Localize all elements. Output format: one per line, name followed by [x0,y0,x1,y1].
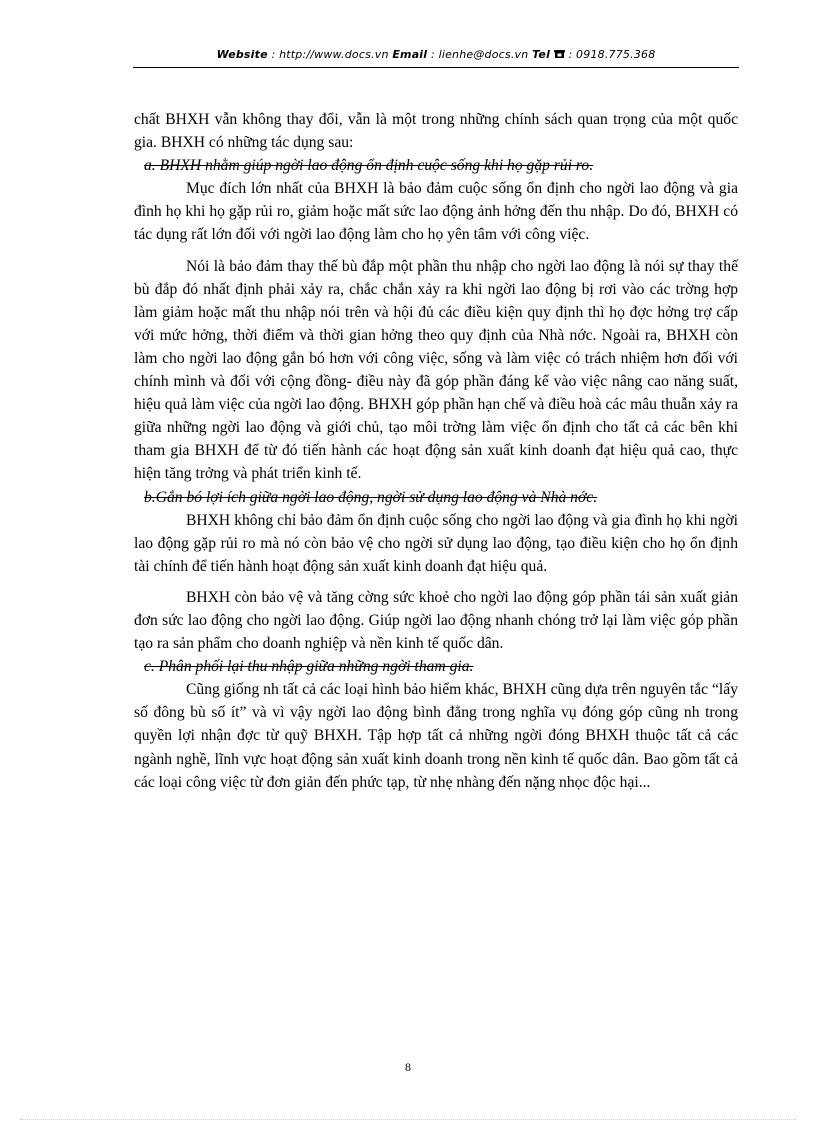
header-rule [133,67,739,68]
paragraph-intro: chất BHXH vẫn không thay đổi, vẫn là một trong những chính sách quan trọng của một quốc gia. BHXH có những tác dụng sau: [134,111,738,152]
paragraph-4: BHXH còn bảo vệ và tăng cờng sức khoẻ cho ngời lao động góp phần tái sản xuất giản đơn sức lao động cho ngời lao động. Giúp ngời lao động nhanh chóng trở lại làm việc góp phần tạo ra sản phẩm cho doanh nghiệp và nền kinh tế quốc dân. [134,588,738,653]
website-value: : http://www.docs.vn [267,48,393,61]
tel-label: Tel [532,48,551,61]
email-value: : lienhe@docs.vn [427,48,533,61]
document-body [134,108,738,794]
website-label: Website [216,48,268,61]
paragraph-2: Nói là bảo đảm thay thế bù đắp một phần thu nhập cho ngời lao động là nói sự thay thế bù đắp đó nhất định phải xảy ra, chắc chắn xảy ra khi ngời lao động bị rơi vào các trờng hợp làm giảm hoặc mất thu nhập nói trên và hội đủ các điều kiện quy định thì họ đợc hởng trợ cấp với mức hởng, thời điểm và thời gian hởng theo quy định của Nhà nớc. Ngoài ra, BHXH còn làm cho ngời lao động gắn bó hơn với công việc, sống và làm việc có trách nhiệm hơn đối với chính mình và đối với cộng đồng- điều này đã góp phần đáng kể vào việc nâng cao năng suất, hiệu quả làm việc của ngời lao động. BHXH góp phần hạn chế và điều hoà các mâu thuẫn xảy ra giữa những ngời lao động và giới chủ, tạo môi trờng làm việc ổn định cho tất cả các bên khi tham gia BHXH để từ đó tiến hành các hoạt động sản xuất kinh doanh đạt hiệu quả cao, thực hiện tăng trởng và phát triển kinh tế. [134,257,738,483]
paragraph-1: Mục đích lớn nhất của BHXH là bảo đảm cuộc sống ổn định cho ngời lao động và gia đình họ khi họ gặp rủi ro, giảm hoặc mất sức lao động ảnh hởng đến thu nhập. Do đó, BHXH có tác dụng rất lớn đối với ngời lao động làm cho họ yên tâm với công việc. [134,180,738,244]
section-heading-b: b.Gắn bó lợi ích giữa ngời lao động, ngời sử dụng lao động và Nhà nớc. [144,488,598,506]
page-number: 8 [405,1060,411,1074]
paragraph-5: Cũng giống nh tất cả các loại hình bảo hiểm khác, BHXH cũng dựa trên nguyên tắc “lấy số đông bù số ít” và vì vậy ngời lao động bình đẳng trong nghĩa vụ đóng góp cũng nh trong quyền lợi nhận đợc từ quỹ BHXH. Tập hợp tất cả những ngời đóng BHXH thuộc tất cả các ngành nghề, lĩnh vực hoạt động sản xuất kinh doanh trong nền kinh tế quốc dân. Bao gồm tất cả các loại công việc từ đơn giản đến phức tạp, từ nhẹ nhàng đến nặng nhọc độc hại... [134,681,738,791]
page-header [133,48,739,66]
section-heading-a: a. BHXH nhằm giúp ngời lao động ổn định cuộc sống khi họ gặp rủi ro. [144,157,594,175]
tel-value: : 0918.775.368 [564,48,656,61]
phone-icon [554,48,565,61]
bottom-divider [20,1119,796,1120]
email-label: Email [392,48,428,61]
section-heading-c: c. Phân phối lại thu nhập giữa những ngời tham gia. [144,658,474,676]
paragraph-3: BHXH không chỉ bảo đảm ổn định cuộc sống cho ngời lao động và gia đình họ khi ngời lao động gặp rủi ro mà nó còn bảo vệ cho ngời sử dụng lao động, tạo điều kiện cho họ ổn định tài chính để tiến hành hoạt động sản xuất kinh doanh đạt hiệu quả. [134,511,738,575]
